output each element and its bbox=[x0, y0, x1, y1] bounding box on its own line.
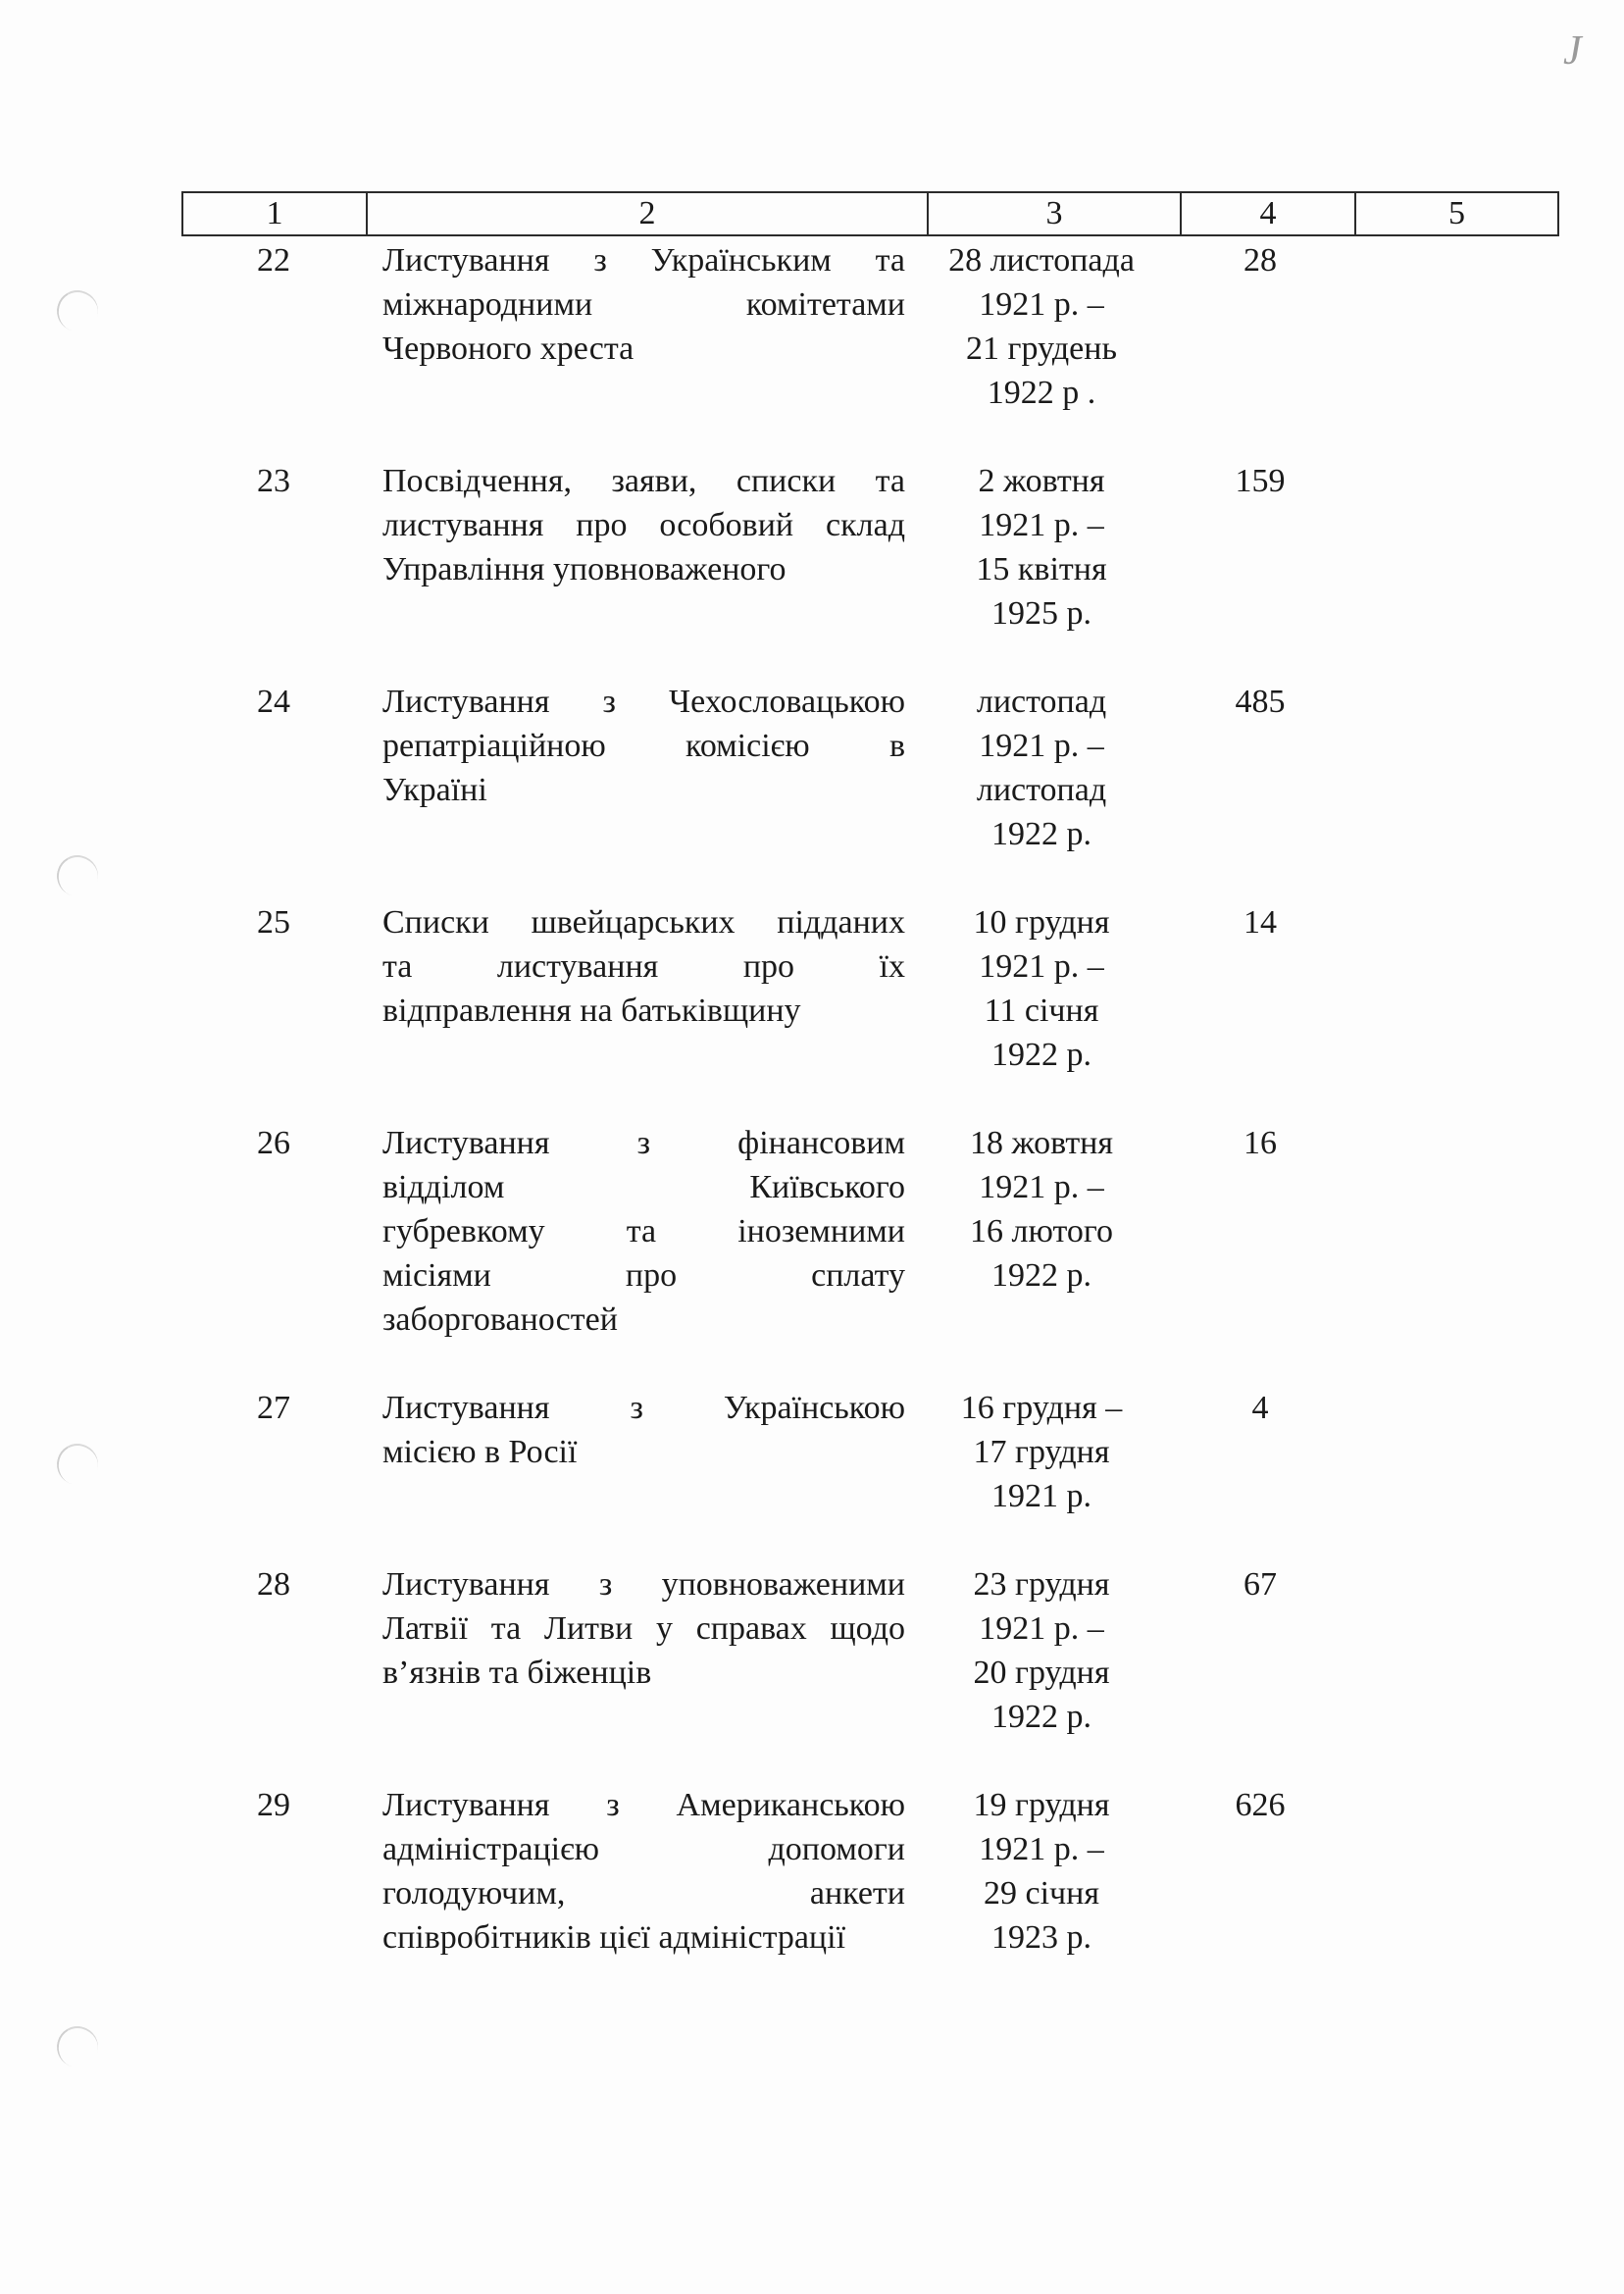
description-line: в’язнів та біженців bbox=[382, 1655, 652, 1691]
date-line: 21 грудень bbox=[966, 331, 1117, 367]
description-line: Списки швейцарських підданих bbox=[382, 904, 905, 941]
date-line: 1922 р. bbox=[991, 1257, 1091, 1294]
date-line: 1925 р. bbox=[991, 595, 1091, 632]
record-dates bbox=[922, 459, 1161, 636]
date-line: 20 грудня bbox=[973, 1655, 1110, 1691]
description-line: співробітників цієї адміністрації bbox=[382, 1919, 846, 1956]
date-line: 18 жовтня bbox=[969, 1125, 1114, 1161]
header-col-5: 5 bbox=[1355, 192, 1558, 235]
column-header-table bbox=[181, 191, 1559, 236]
description-line: міжнародними комітетами bbox=[382, 286, 905, 323]
record-dates bbox=[922, 900, 1161, 1077]
page-corner-mark: J bbox=[1563, 28, 1582, 74]
description-line: Листування з фінансовим bbox=[382, 1125, 905, 1161]
record-dates bbox=[922, 238, 1161, 415]
header-col-3: 3 bbox=[928, 192, 1181, 235]
header-col-1: 1 bbox=[182, 192, 367, 235]
description-line: та листування про їх bbox=[382, 948, 905, 985]
punch-hole-decoration bbox=[52, 285, 102, 335]
record-sheet-count: 16 bbox=[1243, 1125, 1277, 1161]
description-line: Листування з Українською bbox=[382, 1390, 905, 1426]
description-line: листування про особовий склад bbox=[382, 507, 905, 543]
date-line: 1921 р. – bbox=[979, 507, 1104, 543]
date-line: 1921 р. – bbox=[979, 728, 1104, 764]
record-dates bbox=[922, 1121, 1161, 1298]
date-line: 28 листопада bbox=[948, 242, 1135, 279]
date-line: 1923 р. bbox=[991, 1919, 1091, 1956]
record-sheet-count: 4 bbox=[1251, 1390, 1269, 1426]
date-line: 15 квітня bbox=[976, 551, 1107, 587]
description-line: Листування з уповноваженими bbox=[382, 1566, 905, 1603]
description-line: Управління уповноваженого bbox=[382, 551, 787, 587]
date-line: 17 грудня bbox=[973, 1434, 1110, 1470]
record-number: 27 bbox=[257, 1390, 290, 1426]
date-line: 1922 р. bbox=[991, 816, 1091, 852]
description-line: заборгованостей bbox=[382, 1301, 618, 1338]
date-line: 1922 р. bbox=[991, 1037, 1091, 1073]
description-line: голодуючим, анкети bbox=[382, 1875, 905, 1912]
description-line: Листування з Українським та bbox=[382, 242, 905, 279]
date-line: 1921 р. – bbox=[979, 948, 1104, 985]
description-line: адміністрацією допомоги bbox=[382, 1831, 905, 1867]
description-line: Посвідчення, заяви, списки та bbox=[382, 463, 905, 499]
record-number: 29 bbox=[257, 1787, 290, 1823]
record-description bbox=[382, 900, 905, 1033]
description-line: Листування з Американською bbox=[382, 1787, 905, 1823]
record-sheet-count: 626 bbox=[1235, 1787, 1286, 1823]
record-sheet-count: 159 bbox=[1235, 463, 1286, 499]
record-dates bbox=[922, 1783, 1161, 1960]
date-line: листопад bbox=[976, 684, 1107, 720]
record-number: 26 bbox=[257, 1125, 290, 1161]
description-line: репатріаційною комісією в bbox=[382, 728, 905, 764]
record-number: 23 bbox=[257, 463, 290, 499]
header-row bbox=[182, 192, 1558, 235]
header-col-2: 2 bbox=[367, 192, 928, 235]
description-line: місіями про сплату bbox=[382, 1257, 905, 1294]
date-line: 16 лютого bbox=[970, 1213, 1113, 1249]
description-line: Латвії та Литви у справах щодо bbox=[382, 1610, 905, 1647]
description-line: Україні bbox=[382, 772, 487, 808]
date-line: листопад bbox=[976, 772, 1107, 808]
record-sheet-count: 14 bbox=[1243, 904, 1277, 941]
record-dates bbox=[922, 1562, 1161, 1739]
header-col-4: 4 bbox=[1181, 192, 1355, 235]
record-description bbox=[382, 238, 905, 371]
record-description bbox=[382, 1562, 905, 1695]
date-line: 1921 р. – bbox=[979, 1169, 1104, 1205]
description-line: місією в Росії bbox=[382, 1434, 578, 1470]
record-description bbox=[382, 1386, 905, 1474]
record-number: 28 bbox=[257, 1566, 290, 1603]
description-line: відправлення на батьківщину bbox=[382, 993, 801, 1029]
record-description bbox=[382, 1783, 905, 1960]
date-line: 1921 р. bbox=[991, 1478, 1091, 1514]
record-number: 24 bbox=[257, 684, 290, 720]
date-line: 19 грудня bbox=[973, 1787, 1110, 1823]
record-dates bbox=[922, 680, 1161, 856]
date-line: 1921 р. – bbox=[979, 286, 1104, 323]
record-description bbox=[382, 680, 905, 812]
description-line: відділом Київського bbox=[382, 1169, 905, 1205]
description-line: Червоного хреста bbox=[382, 331, 634, 367]
date-line: 10 грудня bbox=[973, 904, 1110, 941]
record-sheet-count: 67 bbox=[1243, 1566, 1277, 1603]
punch-hole-decoration bbox=[52, 2021, 102, 2071]
date-line: 1921 р. – bbox=[979, 1610, 1104, 1647]
date-line: 23 грудня bbox=[973, 1566, 1110, 1603]
date-line: 1922 р . bbox=[987, 375, 1096, 411]
date-line: 2 жовтня bbox=[978, 463, 1105, 499]
description-line: Листування з Чехословацькою bbox=[382, 684, 905, 720]
punch-hole-decoration bbox=[52, 1439, 102, 1489]
record-sheet-count: 28 bbox=[1243, 242, 1277, 279]
record-number: 22 bbox=[257, 242, 290, 279]
punch-hole-decoration bbox=[52, 850, 102, 900]
date-line: 16 грудня – bbox=[960, 1390, 1123, 1426]
record-description bbox=[382, 459, 905, 591]
date-line: 29 січня bbox=[984, 1875, 1099, 1912]
date-line: 11 січня bbox=[984, 993, 1099, 1029]
record-number: 25 bbox=[257, 904, 290, 941]
record-description bbox=[382, 1121, 905, 1342]
description-line: губревкому та іноземними bbox=[382, 1213, 905, 1249]
date-line: 1922 р. bbox=[991, 1699, 1091, 1735]
date-line: 1921 р. – bbox=[979, 1831, 1104, 1867]
record-dates bbox=[922, 1386, 1161, 1518]
record-sheet-count: 485 bbox=[1235, 684, 1286, 720]
